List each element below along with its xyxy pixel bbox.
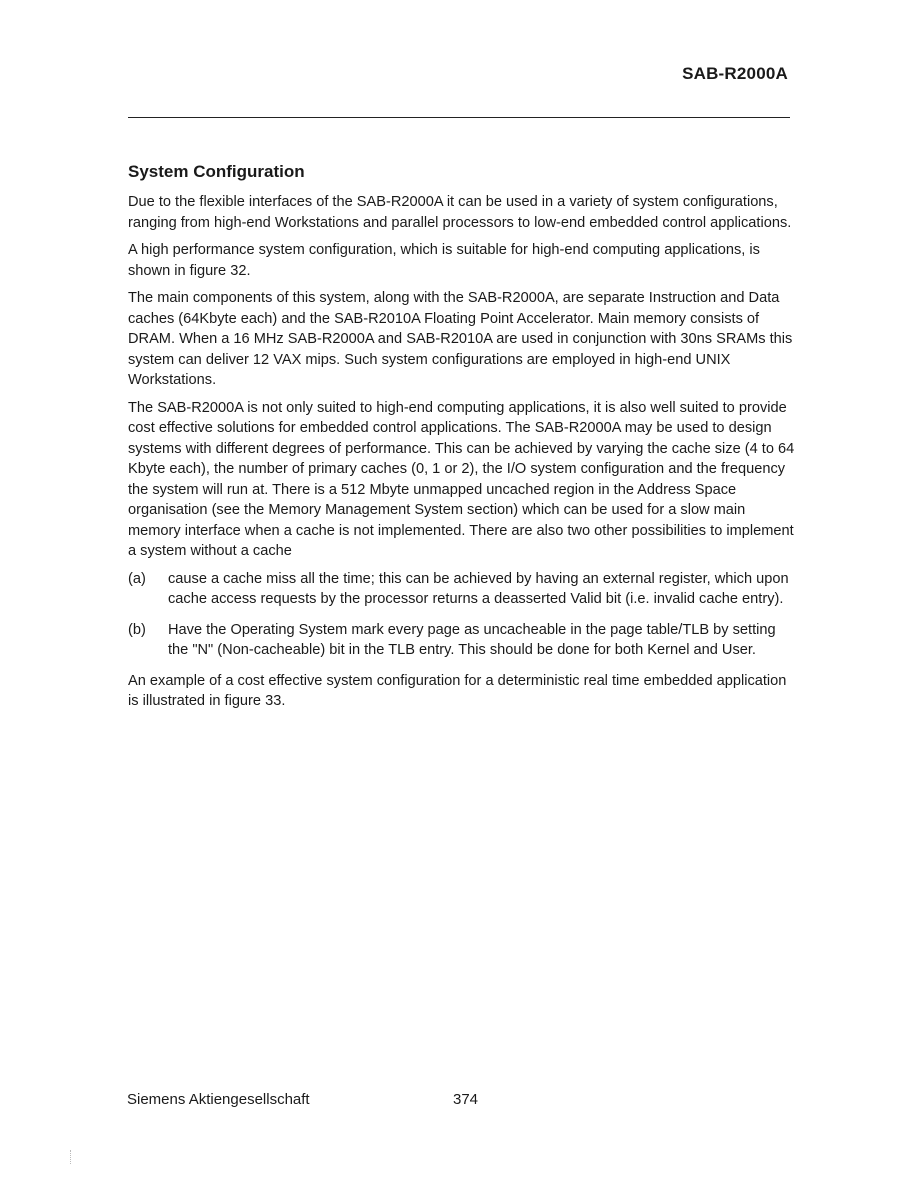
list-item <box>128 620 796 661</box>
list-item <box>128 569 796 610</box>
paragraph-high-performance: A high performance system configuration, which is suitable for high-end computing applications, is shown in figure 32. <box>128 242 760 279</box>
paragraph-embedded: The SAB-R2000A is not only suited to high-end computing applications, it is also well suited to provide cost effective solutions for embedded control applications. The SAB-R2000A may be used to design systems with different degrees of performance. This can be achieved by varying the cache size (4 to 64 Kbyte each), the number of primary caches (0, 1 or 2), the I/O system configuration and the frequency the system will run at. There is a 512 Mbyte unmapped uncached region in the Address Space organisation (see the Memory Management System section) which can be used for a slow main memory interface when a cache is not implemented. There are also two other possibilities to implement a system without a cache <box>128 399 795 559</box>
footer-page-number: 374 <box>453 1091 479 1108</box>
paragraph-main-components: The main components of this system, along with the SAB-R2000A, are separate Instruction and Data caches (64Kbyte each) and the SAB-R2010A Floating Point Accelerator. Main memory consists of DRAM. When a 16 MHz SAB-R2000A and SAB-R2010A are used in conjunction with 30ns SRAMs this system can deliver 12 VAX mips. Such system configurations are employed in high-end UNIX Workstations. <box>128 290 793 388</box>
list-marker: (a) <box>128 570 146 587</box>
scan-artifact <box>70 1150 73 1164</box>
paragraph-intro: Due to the flexible interfaces of the SAB-R2000A it can be used in a variety of system configurations, ranging from high-end Workstations and parallel processors to low-end embedded control applications. <box>128 194 792 231</box>
section-heading: System Configuration <box>128 162 305 181</box>
header-divider <box>128 117 790 118</box>
document-header-title: SAB-R2000A <box>682 64 788 83</box>
list-marker: (b) <box>128 621 146 638</box>
list-text: cause a cache miss all the time; this can be achieved by having an external register, which upon cache access requests by the processor returns a deasserted Valid bit (i.e. invalid cache entry). <box>168 570 789 607</box>
page-content <box>128 160 796 719</box>
paragraph-closing: An example of a cost effective system configuration for a deterministic real time embedded application is illustrated in figure 33. <box>128 672 787 709</box>
footer-company: Siemens Aktiengesellschaft <box>127 1091 310 1108</box>
list-text: Have the Operating System mark every page as uncacheable in the page table/TLB by setting the "N" (Non-cacheable) bit in the TLB entry. This should be done for both Kernel and User. <box>168 621 776 658</box>
